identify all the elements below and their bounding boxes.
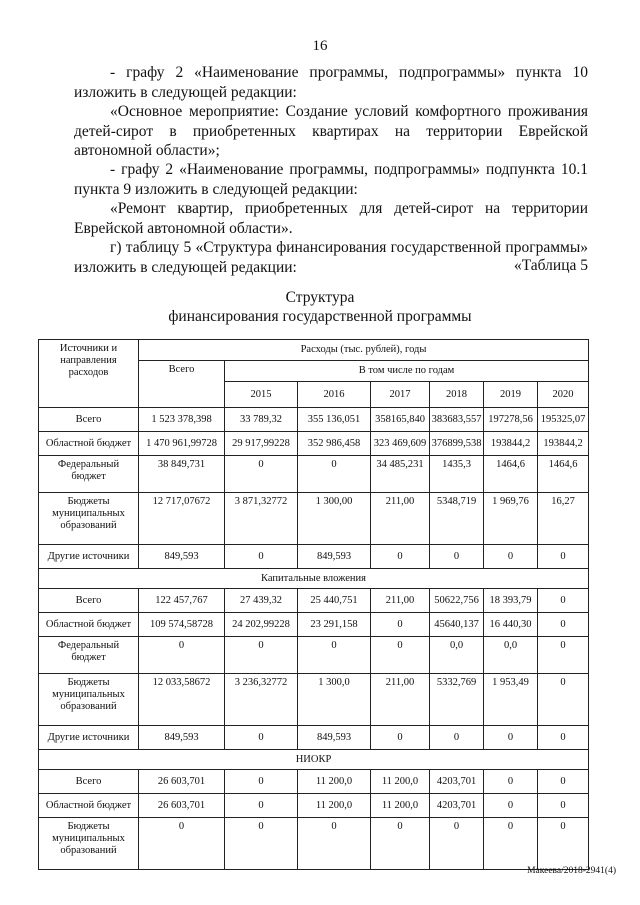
table-cell: 197278,56 <box>484 408 538 432</box>
section-title: Капитальные вложения <box>39 569 589 589</box>
table-cell: 27 439,32 <box>225 589 298 613</box>
table-cell: 849,593 <box>139 545 225 569</box>
header-total: Всего <box>139 361 225 408</box>
table-cell: 0,0 <box>430 637 484 674</box>
table-cell: 323 469,609 <box>371 432 430 456</box>
table-cell: 0 <box>538 674 589 726</box>
table-cell: 26 603,701 <box>139 770 225 794</box>
table-cell: 1 300,00 <box>298 493 371 545</box>
page-number: 16 <box>312 38 328 54</box>
header-year: 2020 <box>538 382 589 408</box>
paragraph-2: «Основное мероприятие: Создание условий комфортного проживания детей-сирот в приобретенных квартирах на территории Еврейской автономной области»; <box>74 103 588 159</box>
table-cell: 376899,538 <box>430 432 484 456</box>
table-cell: 0 <box>371 818 430 870</box>
paragraph-3: - графу 2 «Наименование программы, подпрограммы» подпункта 10.1 пункта 9 изложить в следующей редакции: <box>74 161 588 198</box>
table-cell: 0 <box>538 637 589 674</box>
table-cell: 0 <box>430 545 484 569</box>
table-cell: 1 300,0 <box>298 674 371 726</box>
table-cell: 849,593 <box>298 726 371 750</box>
table-row <box>39 456 589 493</box>
table-row <box>39 589 589 613</box>
row-source: Другие источники <box>39 726 139 750</box>
table-cell: 0 <box>225 770 298 794</box>
document-code: Макеева/2018-2941(4) <box>527 866 616 876</box>
row-source: Другие источники <box>39 545 139 569</box>
header-year: 2018 <box>430 382 484 408</box>
row-source: Всего <box>39 408 139 432</box>
table-cell: 0 <box>538 545 589 569</box>
row-source: Областной бюджет <box>39 613 139 637</box>
header-year: 2017 <box>371 382 430 408</box>
table-cell: 18 393,79 <box>484 589 538 613</box>
section-title: НИОКР <box>39 750 589 770</box>
table-cell: 0 <box>225 456 298 493</box>
table-row <box>39 408 589 432</box>
table-cell: 1435,3 <box>430 456 484 493</box>
table-subtitle: финансирования государственной программы <box>168 308 472 325</box>
table-row <box>39 770 589 794</box>
row-source: Областной бюджет <box>39 432 139 456</box>
table-cell: 849,593 <box>298 545 371 569</box>
header-source: Источники и направления расходов <box>39 340 139 408</box>
table-cell: 0 <box>484 818 538 870</box>
table-cell: 12 033,58672 <box>139 674 225 726</box>
table-cell: 1464,6 <box>484 456 538 493</box>
header-year: 2019 <box>484 382 538 408</box>
table-cell: 211,00 <box>371 493 430 545</box>
table-cell: 11 200,0 <box>371 770 430 794</box>
table-cell: 352 986,458 <box>298 432 371 456</box>
table-cell: 0 <box>225 794 298 818</box>
table-cell: 0 <box>484 770 538 794</box>
table-cell: 0 <box>371 613 430 637</box>
table-cell: 0 <box>538 770 589 794</box>
table-row <box>39 818 589 870</box>
table-cell: 38 849,731 <box>139 456 225 493</box>
table-cell: 4203,701 <box>430 770 484 794</box>
table-row <box>39 726 589 750</box>
row-source: Бюджеты муниципальных образований <box>39 674 139 726</box>
table-cell: 0 <box>538 818 589 870</box>
table-cell: 193844,2 <box>538 432 589 456</box>
table-cell: 355 136,051 <box>298 408 371 432</box>
table-cell: 11 200,0 <box>298 770 371 794</box>
table-cell: 193844,2 <box>484 432 538 456</box>
table-cell: 25 440,751 <box>298 589 371 613</box>
table-cell: 23 291,158 <box>298 613 371 637</box>
header-by-year: В том числе по годам <box>225 361 589 382</box>
table-cell: 0 <box>225 726 298 750</box>
table-cell: 0 <box>484 726 538 750</box>
table-cell: 211,00 <box>371 674 430 726</box>
table-cell: 195325,07 <box>538 408 589 432</box>
table-cell: 26 603,701 <box>139 794 225 818</box>
table-row <box>39 545 589 569</box>
table-row <box>39 674 589 726</box>
table-row <box>39 493 589 545</box>
table-cell: 11 200,0 <box>298 794 371 818</box>
section-row <box>39 569 589 589</box>
paragraph-4: «Ремонт квартир, приобретенных для детей-сирот на территории Еврейской автономной области». <box>74 200 588 237</box>
table-row <box>39 613 589 637</box>
table-cell: 3 871,32772 <box>225 493 298 545</box>
table-cell: 12 717,07672 <box>139 493 225 545</box>
table-cell: 16 440,30 <box>484 613 538 637</box>
table-cell: 0 <box>298 456 371 493</box>
header-expenses: Расходы (тыс. рублей), годы <box>139 340 589 361</box>
table-cell: 211,00 <box>371 589 430 613</box>
table-cell: 29 917,99228 <box>225 432 298 456</box>
table-cell: 0 <box>371 637 430 674</box>
header-year: 2015 <box>225 382 298 408</box>
table-cell: 0 <box>371 545 430 569</box>
header-year: 2016 <box>298 382 371 408</box>
row-source: Федеральный бюджет <box>39 456 139 493</box>
row-source: Областной бюджет <box>39 794 139 818</box>
table-cell: 3 236,32772 <box>225 674 298 726</box>
table-cell: 0 <box>538 613 589 637</box>
table-cell: 849,593 <box>139 726 225 750</box>
table-cell: 0 <box>538 794 589 818</box>
table-row <box>39 432 589 456</box>
table-cell: 0,0 <box>484 637 538 674</box>
table-cell: 0 <box>371 726 430 750</box>
table-cell: 0 <box>484 545 538 569</box>
table-cell: 0 <box>430 818 484 870</box>
table-cell: 0 <box>225 818 298 870</box>
table-title: Структура <box>285 289 355 306</box>
table-cell: 33 789,32 <box>225 408 298 432</box>
table-cell: 358165,840 <box>371 408 430 432</box>
table-cell: 109 574,58728 <box>139 613 225 637</box>
table-cell: 11 200,0 <box>371 794 430 818</box>
table-cell: 1 470 961,99728 <box>139 432 225 456</box>
table-cell: 0 <box>538 726 589 750</box>
paragraph-5: г) таблицу 5 «Структура финансирования государственной программы» изложить в следующей редакции: <box>74 239 588 276</box>
table-cell: 0 <box>298 818 371 870</box>
table-cell: 34 485,231 <box>371 456 430 493</box>
table-cell: 1 523 378,398 <box>139 408 225 432</box>
table-row <box>39 637 589 674</box>
table-cell: 5348,719 <box>430 493 484 545</box>
table-cell: 1 969,76 <box>484 493 538 545</box>
table-cell: 0 <box>225 637 298 674</box>
table-cell: 0 <box>538 589 589 613</box>
table-cell: 0 <box>298 637 371 674</box>
table-cell: 1464,6 <box>538 456 589 493</box>
table-row <box>39 794 589 818</box>
row-source: Всего <box>39 770 139 794</box>
row-source: Бюджеты муниципальных образований <box>39 493 139 545</box>
table-cell: 0 <box>484 794 538 818</box>
row-source: Бюджеты муниципальных образований <box>39 818 139 870</box>
table-cell: 0 <box>225 545 298 569</box>
table-cell: 5332,769 <box>430 674 484 726</box>
row-source: Федеральный бюджет <box>39 637 139 674</box>
table-reference: «Таблица 5 <box>513 257 588 274</box>
table-cell: 1 953,49 <box>484 674 538 726</box>
table-cell: 24 202,99228 <box>225 613 298 637</box>
table-cell: 45640,137 <box>430 613 484 637</box>
table-cell: 0 <box>139 818 225 870</box>
paragraph-1: - графу 2 «Наименование программы, подпрограммы» пункта 10 изложить в следующей редакции: <box>74 64 588 101</box>
table-cell: 0 <box>430 726 484 750</box>
table-cell: 16,27 <box>538 493 589 545</box>
table-cell: 50622,756 <box>430 589 484 613</box>
table-cell: 0 <box>139 637 225 674</box>
table-cell: 4203,701 <box>430 794 484 818</box>
row-source: Всего <box>39 589 139 613</box>
financing-table <box>38 339 589 870</box>
section-row <box>39 750 589 770</box>
table-cell: 122 457,767 <box>139 589 225 613</box>
table-cell: 383683,557 <box>430 408 484 432</box>
